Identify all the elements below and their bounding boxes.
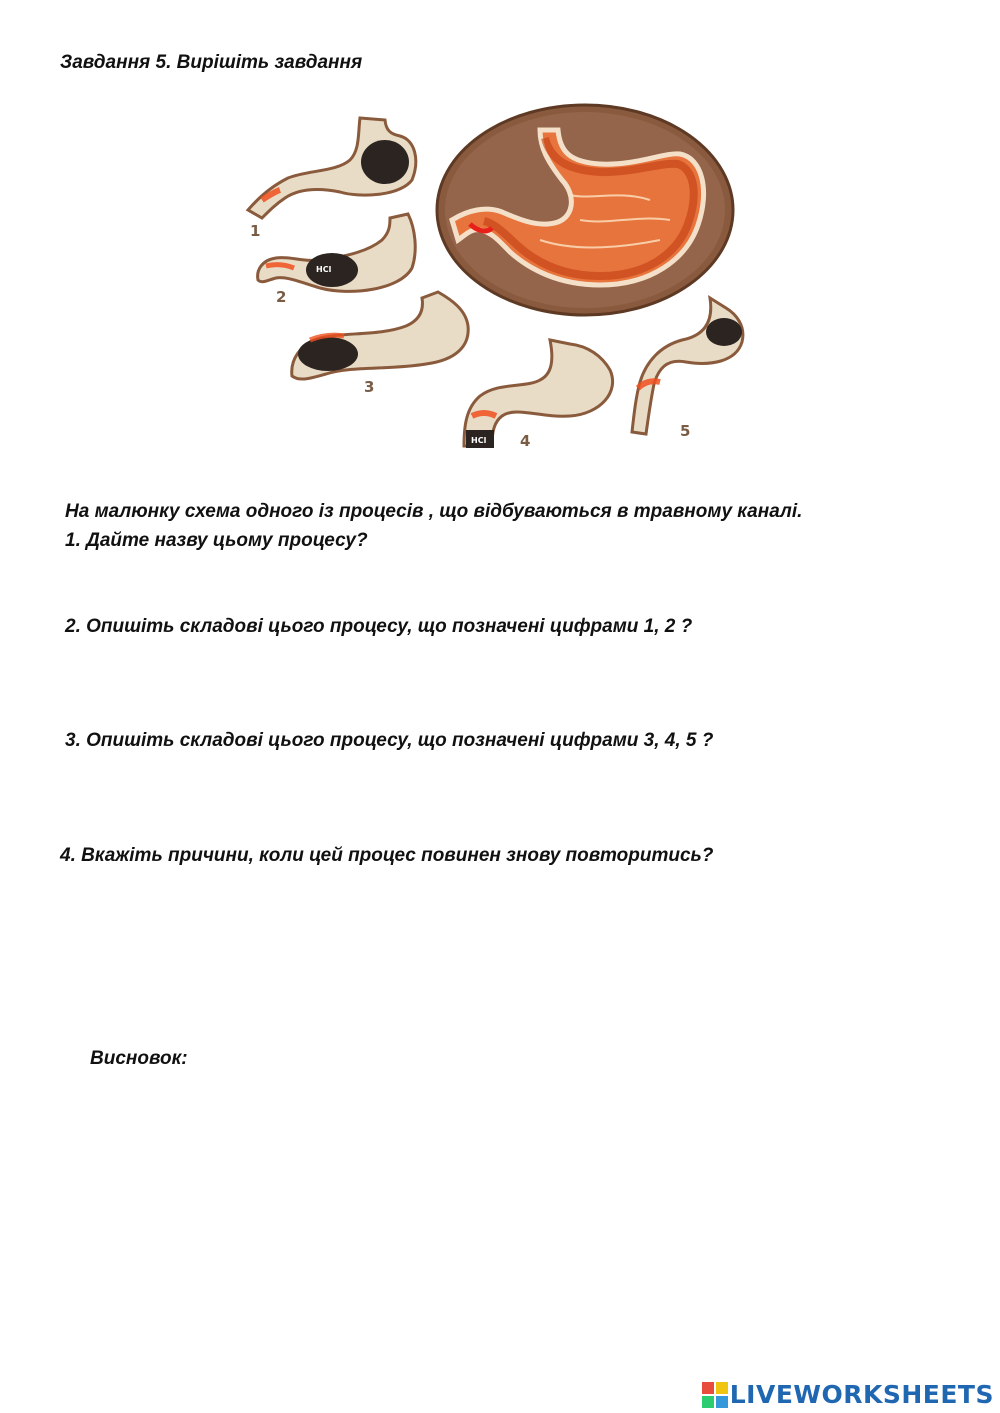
question-4: 4. Вкажіть причини, коли цей процес повинен знову повторитись? xyxy=(60,845,714,866)
figure-number-1: 1 xyxy=(250,222,261,240)
task-title: Завдання 5. Вирішіть завдання xyxy=(60,52,363,73)
liveworksheets-logo[interactable] xyxy=(702,1380,994,1409)
stomach-stage-3 xyxy=(292,292,468,396)
stomach-stage-2 xyxy=(258,214,416,306)
stomach-digestion-illustration xyxy=(240,100,800,470)
figure-number-3: 3 xyxy=(364,378,375,396)
hcl-label-stage-2: HCl xyxy=(316,265,332,274)
question-2: 2. Опишіть складові цього процесу, що позначені цифрами 1, 2 ? xyxy=(65,616,693,637)
figure-number-5: 5 xyxy=(680,422,691,440)
figure-number-4: 4 xyxy=(520,432,531,450)
stomach-stage-4 xyxy=(464,340,613,450)
question-1: 1. Дайте назву цьому процесу? xyxy=(65,530,368,551)
stomach-stage-5 xyxy=(632,298,743,440)
figure-number-2: 2 xyxy=(276,288,287,306)
conclusion-label: Висновок: xyxy=(90,1048,188,1069)
liveworksheets-brand-text: LIVEWORKSHEETS xyxy=(729,1380,994,1409)
intro-text: На малюнку схема одного із процесів , що відбуваються в травному каналі. xyxy=(65,501,803,522)
liveworksheets-logo-icon xyxy=(702,1382,728,1408)
hcl-label-stage-4: HCl xyxy=(471,436,487,445)
question-3: 3. Опишіть складові цього процесу, що позначені цифрами 3, 4, 5 ? xyxy=(65,730,714,751)
large-stomach-figure xyxy=(437,105,733,315)
